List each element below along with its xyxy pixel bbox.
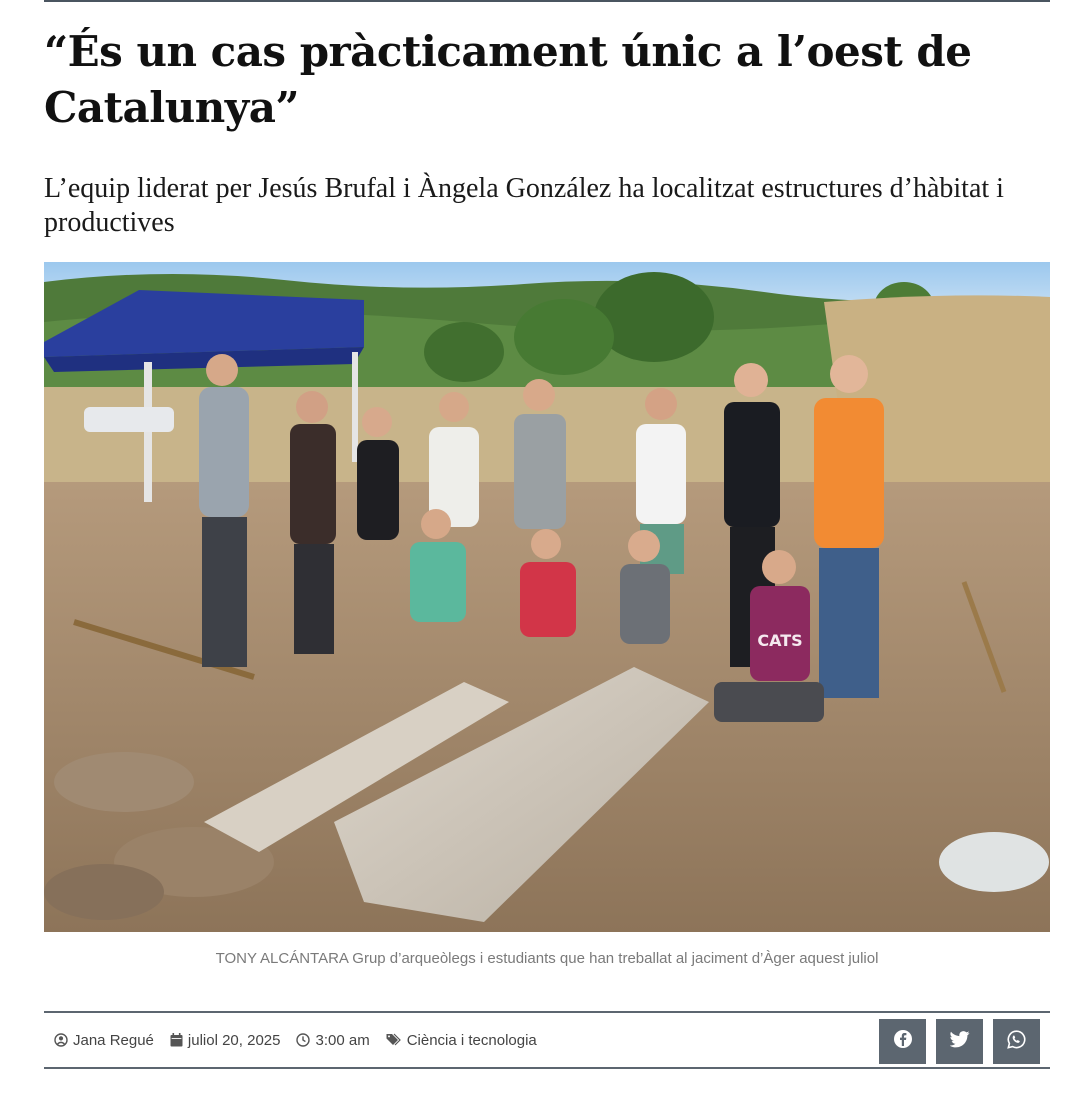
publish-date: juliol 20, 2025 (187, 1031, 281, 1049)
top-divider (44, 0, 1050, 2)
calendar-icon (170, 1033, 183, 1047)
meta-category[interactable] (386, 1032, 537, 1049)
share-whatsapp-button[interactable] (993, 1019, 1040, 1064)
twitter-icon (950, 1031, 970, 1053)
share-facebook-button[interactable] (879, 1019, 926, 1064)
facebook-icon (893, 1029, 913, 1054)
clock-icon (296, 1033, 310, 1047)
category-link: Ciència i tecnologia (406, 1031, 537, 1049)
photo-caption: TONY ALCÁNTARA Grup d’arqueòlegs i estudiants que han treballat al jaciment d’Àger aquest juliol (215, 950, 879, 967)
article-subheadline: L’equip liderat per Jesús Brufal i Àngela González ha localitzat estructures d’hàbitat i productives (44, 173, 1004, 238)
page-bottom-edge (0, 1078, 1092, 1098)
share-twitter-button[interactable] (936, 1019, 983, 1064)
publish-time: 3:00 am (315, 1031, 370, 1049)
share-buttons (879, 1019, 1040, 1064)
meta-author[interactable] (54, 1032, 154, 1049)
meta-time (296, 1032, 369, 1049)
article-headline: “És un cas pràcticament únic a l’oest de Catalunya” (44, 27, 972, 132)
article-meta-bar (44, 1011, 1050, 1069)
user-circle-icon (54, 1033, 68, 1047)
meta-date[interactable] (170, 1032, 281, 1049)
tags-icon (386, 1033, 402, 1047)
shirt-lettering: CATS (757, 631, 803, 650)
article-photo (44, 262, 1050, 932)
author-name: Jana Regué (73, 1031, 154, 1049)
whatsapp-icon (1007, 1030, 1026, 1054)
